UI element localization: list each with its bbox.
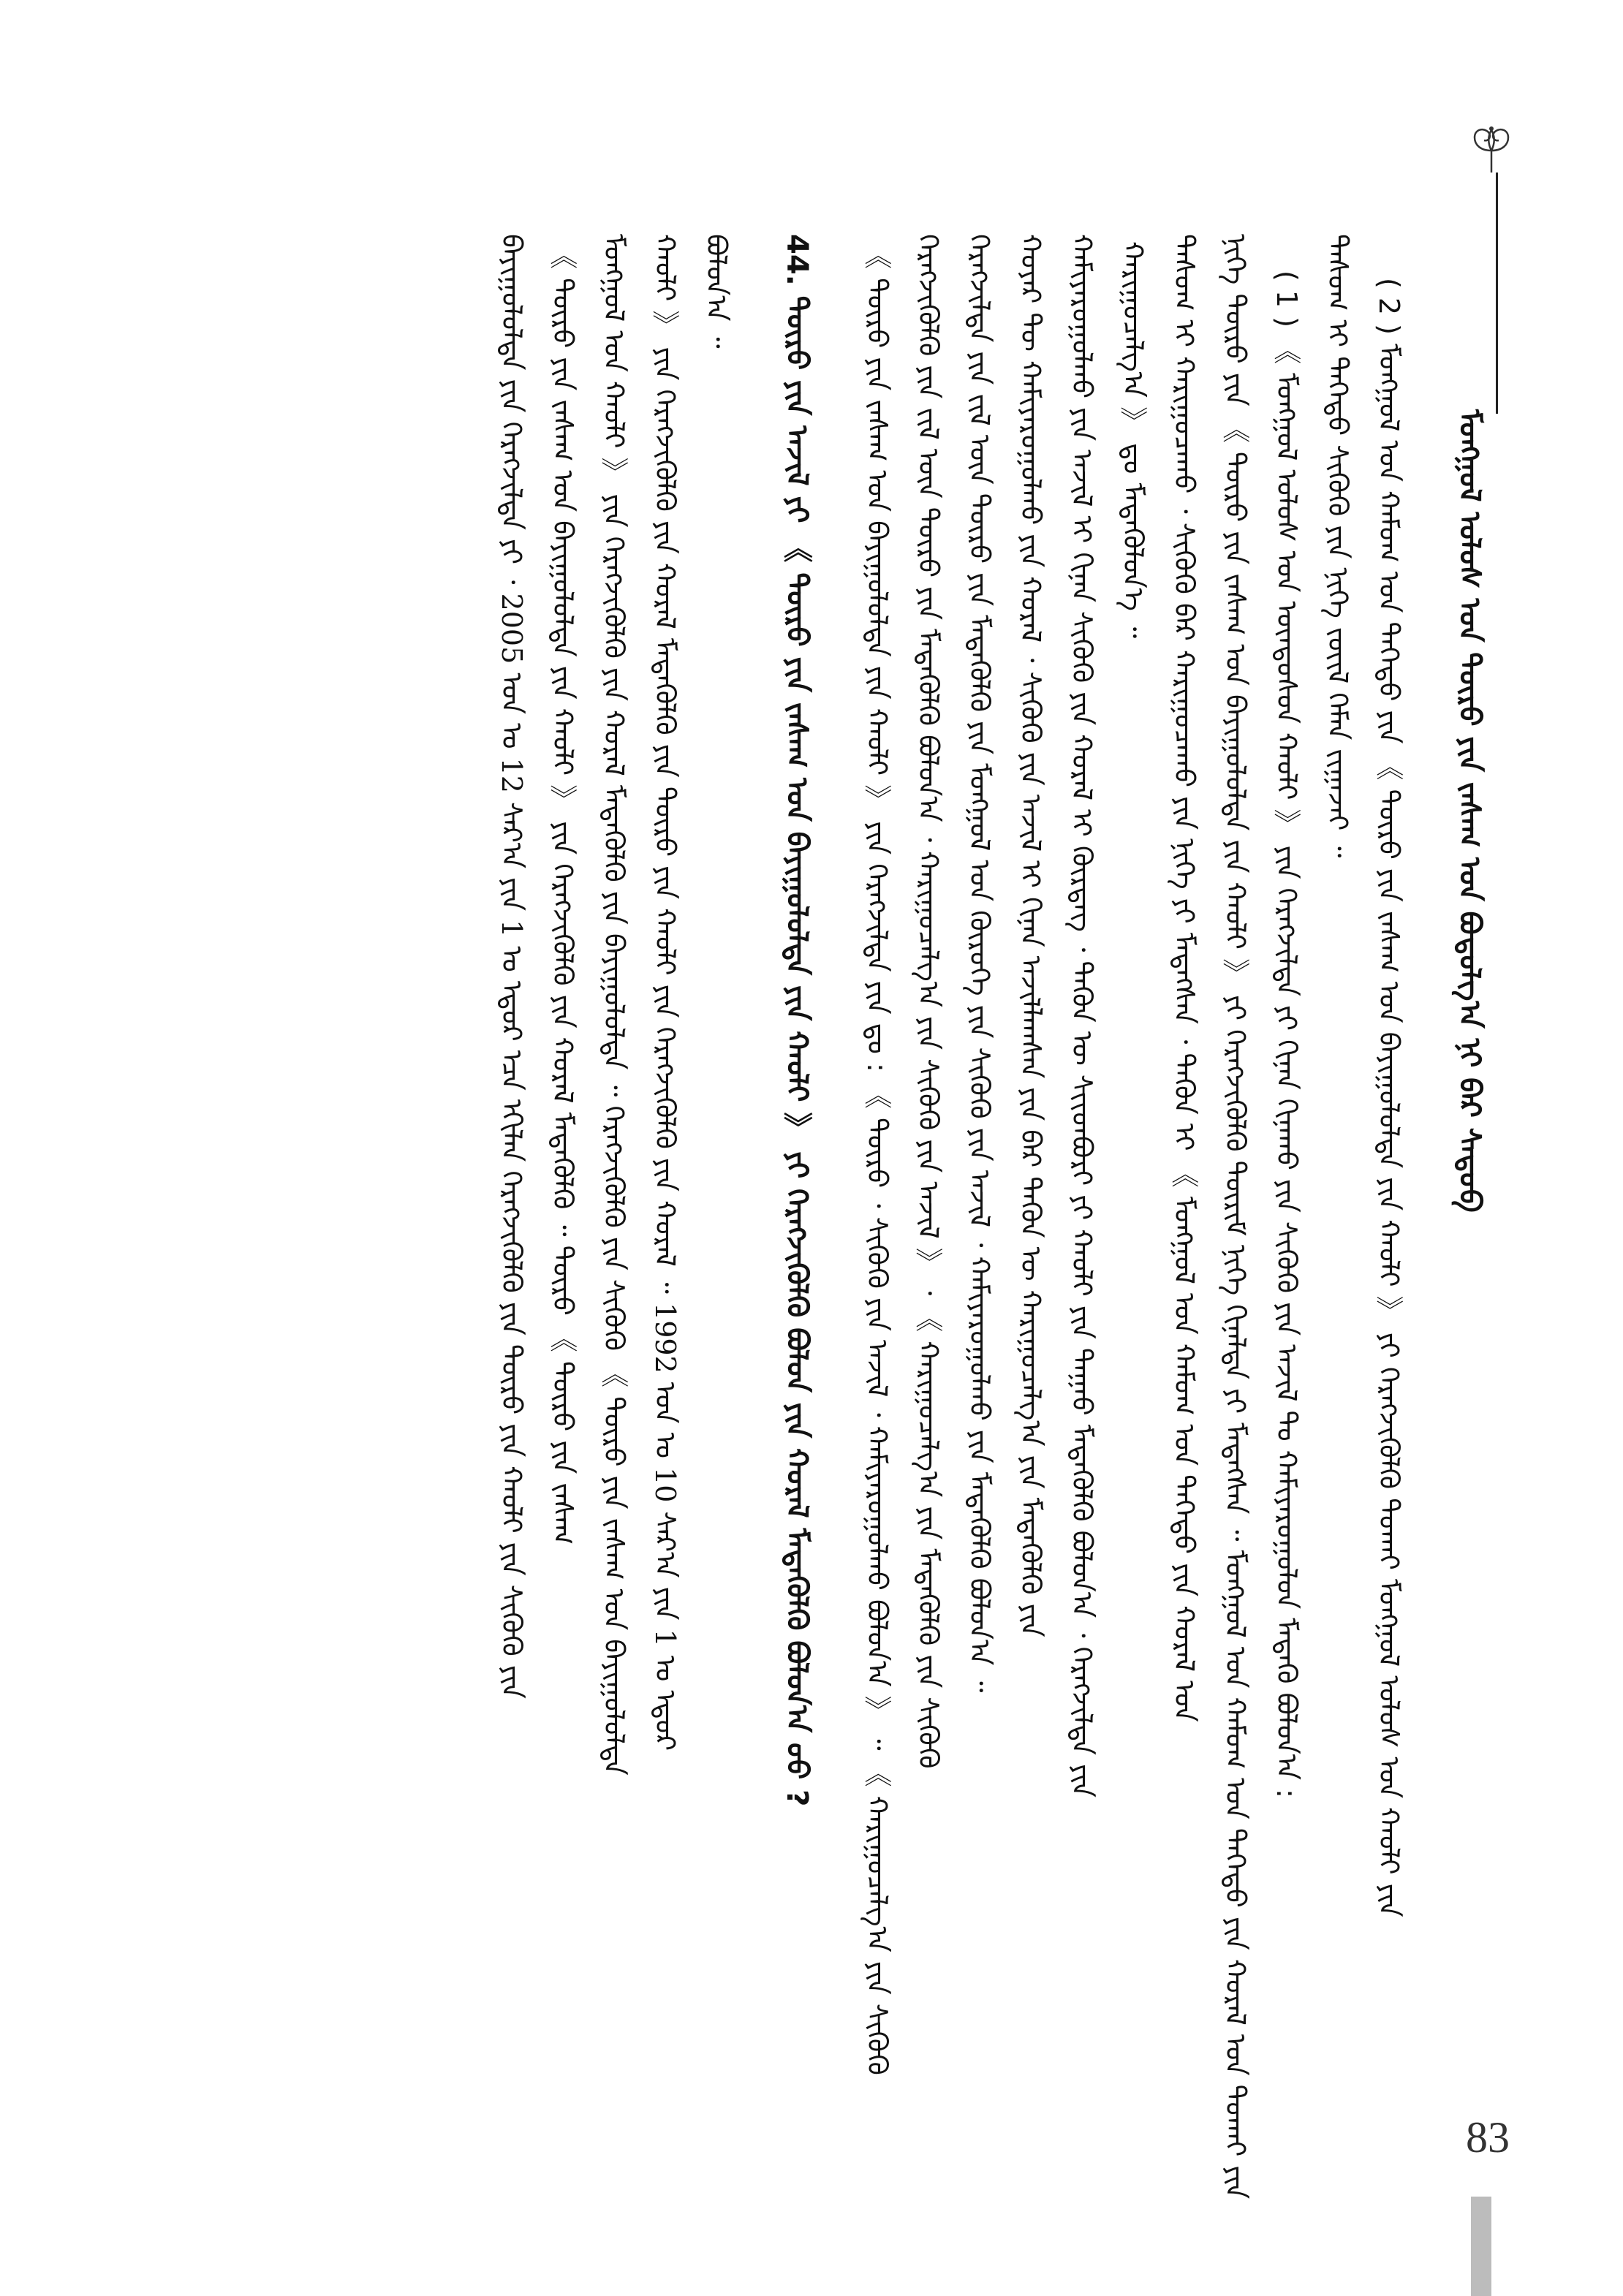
text-column-3: ( 1 ) 《 ᠮᠣᠩᠭᠣᠯ ᠤᠯᠤᠰ ᠤᠨ ᠦᠨᠳᠦᠰᠦᠨ ᠬᠠᠤᠯᠢ 》 ᠶᠢᠨ ᠬᠡᠷᠡᠭᠵᠢᠯᠲᠡ ᠶᠢ ᠬᠢᠨᠠᠨ ᠬᠢᠨᠠᠬᠤ ᠶᠢᠨ ᠰᠢᠭᠦᠬᠦ ᠶᠢᠨ ᠠᠵᠢᠯ ᠲᠤ ᠬᠠᠮᠢᠶᠠᠷᠤᠭᠤᠯᠤᠨ ᠮᠡᠳᠡᠬᠦ ᠪᠣᠯᠤᠨ᠎ᠠ : xyxy=(1271,270,1303,1798)
question-heading: 44. ᠲᠦᠷᠦ ᠶᠢᠨ ᠠᠵᠢᠯ ᠶᠢ 《 ᠲᠦᠷᠦ ᠶᠢᠨ ᠵᠠᠰᠠᠭ ᠤᠨ ᠪᠠᠶᠢᠭᠤᠯᠤᠯᠲᠠ ᠶᠢᠨ ᠬᠠᠤᠯᠢ 》 ᠶᠢ ᠬᠡᠷᠡᠭᠵᠢᠭᠦᠯᠬᠦ ᠪᠣᠯᠤᠨ ᠶᠢᠨ ᠬᠤᠷᠠᠯ ᠮᠡᠳᠡᠭᠦᠯᠬᠦ ᠪᠣᠯᠤᠨ᠎ᠠ ᠤᠤ ? xyxy=(780,234,814,1807)
text-column-17: ᠪᠠᠶᠢᠭᠤᠯᠤᠯᠲᠠ ᠶᠢᠨ ᠬᠡᠷᠡᠭᠵᠢᠯᠲᠡ ᠶᠢ ᠂ 2005 ᠣᠨ ᠤ 12 ᠰᠠᠷ᠎ᠠ ᠶᠢᠨ 1 ᠤ ᠡᠳᠦᠷ ᠡᠴᠡ ᠡᠬᠢᠯᠡᠨ ᠬᠡᠷᠡᠭᠵᠢᠭᠦᠯᠬᠦ ᠶᠢᠨ ᠲᠦᠷᠦ ᠶᠢᠨ ᠬᠠᠤᠯᠢ ᠶᠢᠨ ᠰᠢᠭᠦᠬᠦ ᠶᠢᠨ xyxy=(496,234,528,1699)
text-column-11: 《 ᠲᠦᠷᠦ ᠶᠢᠨ ᠵᠠᠰᠠᠭ ᠤᠨ ᠪᠠᠶᠢᠭᠤᠯᠤᠯᠲᠠ ᠶᠢᠨ ᠬᠠᠤᠯᠢ 》 ᠶᠢᠨ ᠬᠡᠷᠡᠭᠵᠢᠯᠲᠡ ᠶᠢᠨ ᠳᠤ : 《 ᠲᠦᠷᠦ ᠂ ᠰᠢᠭᠦᠬᠦ ᠶᠢᠨ ᠠᠵᠢᠯ ᠂ ᠬᠠᠮᠢᠶᠠᠷᠤᠭᠤᠯᠬᠤ ᠪᠣᠯᠤᠨ᠎ᠠ 》 ᠃ 《 ᠬᠠᠷᠢᠭᠤᠴᠠᠯᠭ᠎ᠠ ᠶᠢᠨ ᠰᠢᠭᠦᠬᠦ xyxy=(861,241,893,2075)
text-column-7: ᠬᠠᠮᠢᠶᠠᠷᠤᠭᠤᠯᠬᠤ ᠶᠢᠨ ᠠᠵᠢᠯ ᠢ ᠬᠢᠨᠠᠨ ᠰᠢᠭᠦᠬᠦ ᠶᠢᠨ ᠬᠤᠷᠠᠯ ᠢ ᠬᠦᠷᠳᠡᠭ ᠂ ᠲᠡᠭᠦᠨ ᠦ ᠰᠢᠢᠳᠪᠦᠷᠢ ᠶᠢ ᠬᠠᠤᠯᠢ ᠶᠢᠨ ᠳᠠᠭᠠᠤ ᠮᠡᠳᠡᠭᠦᠯᠬᠦ ᠪᠣᠯᠤᠨ᠎ᠠ ᠂ ᠬᠡᠷᠡᠭᠵᠢᠯᠲᠡ ᠶᠢᠨ xyxy=(1066,234,1098,1798)
text-column-13: ᠪᠣᠯᠤᠨ᠎ᠠ ᠃ xyxy=(700,234,733,349)
text-column-4: ᠨᠢᠭᠡ ᠲᠦᠷᠦ ᠶᠢᠨ 《 ᠲᠦᠷᠦ ᠶᠢᠨ ᠵᠠᠰᠠᠭ ᠤᠨ ᠪᠠᠶᠢᠭᠤᠯᠤᠯᠲᠠ ᠶᠢᠨ ᠬᠠᠤᠯᠢ 》 ᠶᠢ ᠬᠡᠷᠡᠭᠵᠢᠭᠦᠯᠬᠦ ᠳᠦᠷᠢᠮ ᠨᠢᠭᠡ ᠬᠢᠨᠠᠯᠲᠠ ᠶᠢ ᠮᠡᠳᠡᠭᠰᠡᠨ ᠃ ᠮᠣᠩᠭᠣᠯ ᠤᠨ ᠬᠠᠮᠤᠭ ᠤᠨ ᠳᠡᠭᠡᠳᠦ ᠶᠢᠨ ᠬᠤᠷᠠᠯ ᠤᠨ ᠲᠤᠬᠠᠢ ᠶᠢᠨ xyxy=(1219,234,1252,2200)
text-column-1: ( 2 ) ᠮᠣᠩᠭᠣᠯ ᠤᠨ ᠬᠠᠮᠤᠭ ᠤᠨ ᠳᠡᠭᠡᠳᠦ ᠶᠢᠨ 《 ᠲᠦᠷᠦ ᠶᠢᠨ ᠵᠠᠰᠠᠭ ᠤᠨ ᠪᠠᠶᠢᠭᠤᠯᠤᠯᠲᠠ ᠶᠢᠨ ᠬᠠᠤᠯᠢ 》 ᠶᠢ ᠬᠡᠷᠡᠭᠵᠢᠭᠦᠯᠬᠦ ᠲᠤᠬᠠᠢ ᠮᠣᠩᠭᠣᠯ ᠤᠯᠤᠰ ᠤᠨ ᠬᠠᠤᠯᠢ ᠶᠢᠨ xyxy=(1373,278,1405,1917)
page-number: 83 xyxy=(1466,2113,1510,2162)
scroll-ornament-icon xyxy=(1459,123,1524,174)
text-column-8: ᠬᠣᠶᠠᠷ ᠲᠦ ᠬᠠᠮᠢᠶᠠᠷᠤᠭᠤᠯᠬᠤ ᠶᠢᠨ ᠬᠤᠷᠠᠯ ᠂ ᠰᠢᠭᠦᠬᠦ ᠶᠢᠨ ᠠᠵᠢᠯ ᠢ ᠬᠢᠨᠠᠨ ᠠᠵᠢᠯᠯᠠᠭᠰᠠᠨ ᠶᠢᠨ ᠪᠠᠷ ᠲᠡᠭᠦᠨ ᠦ ᠬᠠᠷᠢᠭᠤᠴᠠᠯᠭ᠎ᠠ ᠶᠢᠨ ᠮᠡᠳᠡᠭᠦᠯᠬᠦ ᠶᠢᠨ xyxy=(1015,234,1047,1637)
header-rule xyxy=(1496,173,1498,414)
text-column-5: ᠲᠠᠰᠤᠭ ᠢ ᠬᠠᠷᠢᠭᠤᠴᠠᠬᠤ ᠂ ᠰᠢᠭᠦᠬᠦ ᠪᠠᠷ ᠬᠠᠷᠢᠭᠤᠴᠠᠬᠤ ᠶᠢᠨ ᠨᠢᠭᠡ ᠶᠢ ᠮᠡᠳᠡᠭᠰᠡᠨ ᠂ ᠲᠡᠭᠦᠨ ᠢ 《 ᠮᠣᠩᠭᠣᠯ ᠤᠨ ᠬᠠᠮᠤᠭ ᠤᠨ ᠳᠡᠭᠡᠳᠦ ᠶᠢᠨ ᠬᠤᠷᠠᠯ ᠤᠨ xyxy=(1168,234,1200,1722)
text-column-9: ᠬᠡᠷᠡᠭᠵᠢᠯᠲᠡ ᠶᠢᠨ ᠵᠢᠯ ᠦᠨ ᠲᠦᠷᠦ ᠶᠢᠨ ᠮᠡᠳᠡᠭᠦᠯᠬᠦ ᠶᠢᠨ ᠮᠣᠩᠭᠣᠯ ᠤᠨ ᠬᠦᠷᠦᠭᠡ ᠶᠢᠨ ᠰᠢᠭᠦᠬᠦ ᠶᠢᠨ ᠠᠵᠢᠯ ᠂ ᠬᠠᠮᠢᠶᠠᠷᠤᠭᠤᠯᠬᠤ ᠶᠢᠨ ᠮᠡᠳᠡᠭᠦᠯᠬᠦ ᠪᠣᠯᠤᠨ᠎ᠠ ᠃ xyxy=(964,234,996,1693)
text-column-15: ᠮᠣᠩᠭᠣᠯ ᠤᠨ ᠬᠠᠤᠯᠢ 》 ᠶᠢᠨ ᠬᠡᠷᠡᠭᠵᠢᠭᠦᠯᠬᠦ ᠶᠢᠨ ᠬᠤᠷᠠᠯ ᠮᠡᠳᠡᠭᠦᠯᠬᠦ ᠶᠢᠨ ᠪᠠᠶᠢᠭᠤᠯᠤᠯᠲᠠ ᠃ ᠬᠡᠷᠡᠭᠵᠢᠭᠦᠯᠬᠦ ᠶᠢᠨ ᠰᠢᠭᠦᠬᠦ 《 ᠲᠦᠷᠦ ᠶᠢᠨ ᠵᠠᠰᠠᠭ ᠤᠨ ᠪᠠᠶᠢᠭᠤᠯᠤᠯᠲᠠ xyxy=(598,234,630,1776)
text-column-2: ᠲᠠᠰᠤᠭ ᠢ ᠳᠡᠭᠡᠳᠦ ᠰᠢᠭᠦᠬᠦ ᠶᠢᠨ ᠨᠢᠭᠡ ᠵᠦᠢᠯ ᠬᠡᠮᠡᠨ ᠵᠢᠭᠠᠵᠠᠢ ᠃ xyxy=(1322,234,1354,858)
text-column-6: ᠬᠠᠷᠢᠭᠤᠴᠠᠯᠭ᠎ᠠ 》 ᠳᠤ ᠮᠡᠳᠡᠭᠦᠯᠦᠨ᠎ᠡ ᠃ xyxy=(1117,241,1149,639)
text-column-10: ᠬᠡᠷᠡᠭᠵᠢᠭᠦᠯᠬᠦ ᠶᠢᠨ ᠵᠢᠯ ᠦᠨ ᠲᠦᠷᠦ ᠶᠢᠨ ᠮᠡᠳᠡᠭᠦᠯᠬᠦ ᠪᠣᠯᠤᠨ᠎ᠠ ᠂ ᠬᠠᠷᠢᠭᠤᠴᠠᠯᠭ᠎ᠠ ᠶᠢᠨ ᠰᠢᠭᠦᠬᠦ ᠶᠢᠨ ᠠᠵᠢᠯ 》 ᠂ 《 ᠬᠠᠷᠢᠭᠤᠴᠠᠯᠭ᠎ᠠ ᠶᠢᠨ ᠮᠡᠳᠡᠭᠦᠯᠬᠦ ᠶᠢᠨ ᠰᠢᠭᠦᠬᠦ xyxy=(912,234,945,1769)
text-column-14: ᠬᠠᠤᠯᠢ 》 ᠶᠢᠨ ᠬᠡᠷᠡᠭᠵᠢᠭᠦᠯᠬᠦ ᠶᠢᠨ ᠬᠤᠷᠠᠯ ᠮᠡᠳᠡᠭᠦᠯᠬᠦ ᠶᠢᠨ ᠲᠦᠷᠦ ᠶᠢᠨ ᠬᠠᠤᠯᠢ ᠶᠢᠨ ᠬᠡᠷᠡᠭᠵᠢᠭᠦᠯᠬᠦ ᠶᠢᠨ ᠬᠤᠷᠠᠯ ᠃ 1992 ᠣᠨ ᠤ 10 ᠰᠠᠷ᠎ᠠ ᠶᠢᠨ 1 ᠤ ᠡᠳᠦᠷ xyxy=(649,234,681,1751)
page-edge-bar xyxy=(1471,2197,1491,2296)
running-title: ᠮᠣᠩᠭᠣᠯ ᠤᠯᠤᠰ ᠤᠨ ᠲᠦᠷᠦ ᠶᠢᠨ ᠵᠠᠰᠠᠭ ᠤᠨ ᠪᠣᠳᠤᠯᠭ᠎ᠠ ᠨᠢ ᠪᠡᠷ ᠰᠡᠳᠦᠪ xyxy=(1453,409,1486,1213)
text-column-16: 《 ᠲᠦᠷᠦ ᠶᠢᠨ ᠵᠠᠰᠠᠭ ᠤᠨ ᠪᠠᠶᠢᠭᠤᠯᠤᠯᠲᠠ ᠶᠢᠨ ᠬᠠᠤᠯᠢ 》 ᠶᠢᠨ ᠬᠡᠷᠡᠭᠵᠢᠭᠦᠯᠬᠦ ᠶᠢᠨ ᠬᠤᠷᠠᠯ ᠮᠡᠳᠡᠭᠦᠯᠬᠦ ᠃ ᠲᠦᠷᠦ 《 ᠲᠦᠷᠦ ᠶᠢᠨ ᠵᠠᠰᠠᠭ xyxy=(547,241,579,1545)
